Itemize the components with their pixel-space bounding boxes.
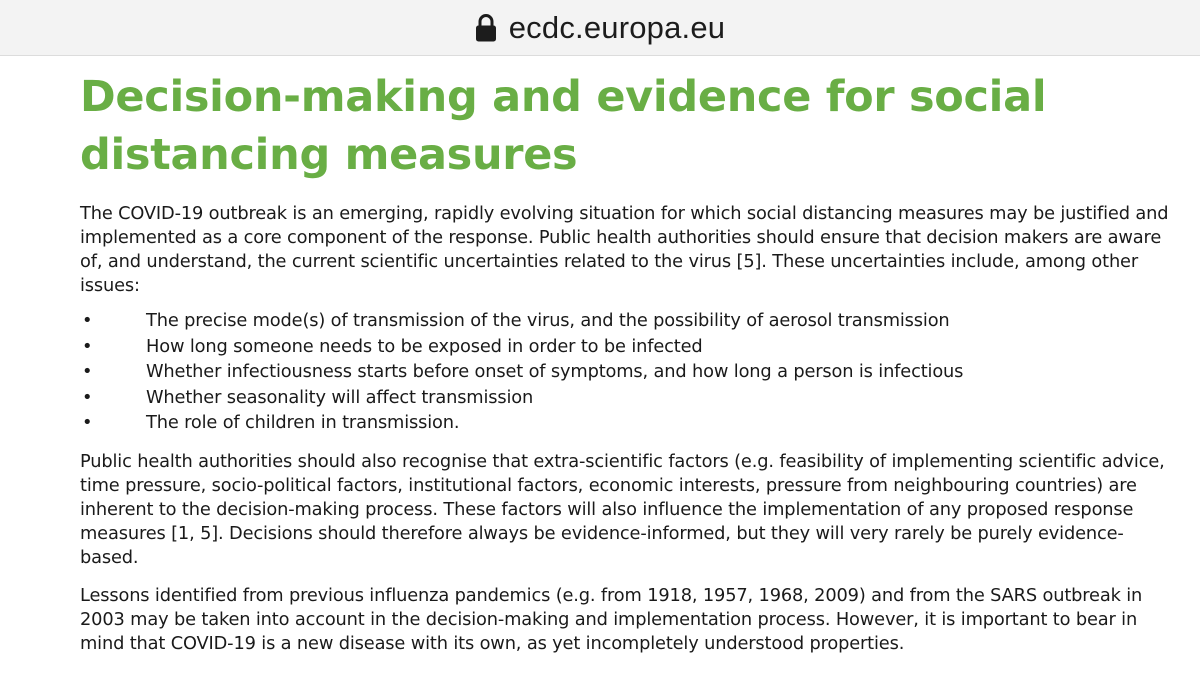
bullet-icon: • xyxy=(82,310,93,331)
list-item-text: The precise mode(s) of transmission of the virus, and the possibility of aerosol transmission xyxy=(146,310,950,331)
bullet-icon: • xyxy=(82,335,93,357)
bullet-icon: • xyxy=(82,412,93,433)
list-item-text: How long someone needs to be exposed in order to be infected xyxy=(146,335,703,357)
list-item xyxy=(80,308,1170,334)
address-bar[interactable] xyxy=(0,0,1200,56)
lessons-paragraph: Lessons identified from previous influenza pandemics (e.g. from 1918, 1957, 1968, 2009) and from the SARS outbreak in 2003 may be taken into account in the decision-making and implementation process. However, it is important to bear in mind that COVID-19 is a new disease with its own, as yet incompletely understood properties. xyxy=(80,584,1143,654)
list-item-text: The role of children in transmission. xyxy=(146,412,460,433)
list-item xyxy=(80,334,1170,360)
lock-icon xyxy=(475,13,497,43)
extra-scientific-factors-paragraph: Public health authorities should also recognise that extra-scientific factors (e.g. feasibility of implementing scientific advice, time pressure, socio-political factors, institutional factors, economic interests, pressure from neighbouring countries) are inherent to the decision-making process. These factors will also influence the implementation of any proposed response measures [1, 5]. Decisions should therefore always be evidence-informed, but they will very rarely be purely evidence-based. xyxy=(80,450,1165,568)
article-content xyxy=(80,68,1170,656)
address-bar-content xyxy=(475,10,726,46)
list-item xyxy=(80,385,1170,411)
list-item xyxy=(80,359,1170,385)
intro-paragraph: The COVID-19 outbreak is an emerging, rapidly evolving situation for which social distancing measures may be justified and implemented as a core component of the response. Public health authorities should ensure that decision makers are aware of, and understand, the current scientific uncertainties related to the virus [5]. These uncertainties include, among other issues: xyxy=(80,203,1169,296)
bullet-icon: • xyxy=(82,386,93,408)
list-item xyxy=(80,410,1170,436)
list-item-text: Whether infectiousness starts before onset of symptoms, and how long a person is infectious xyxy=(146,361,964,382)
uncertainties-list xyxy=(80,308,1170,436)
list-item-text: Whether seasonality will affect transmission xyxy=(146,386,534,408)
bullet-icon: • xyxy=(82,361,93,382)
page-title: Decision-making and evidence for social distancing measures xyxy=(80,72,1047,180)
url-text[interactable]: ecdc.europa.eu xyxy=(508,9,726,45)
